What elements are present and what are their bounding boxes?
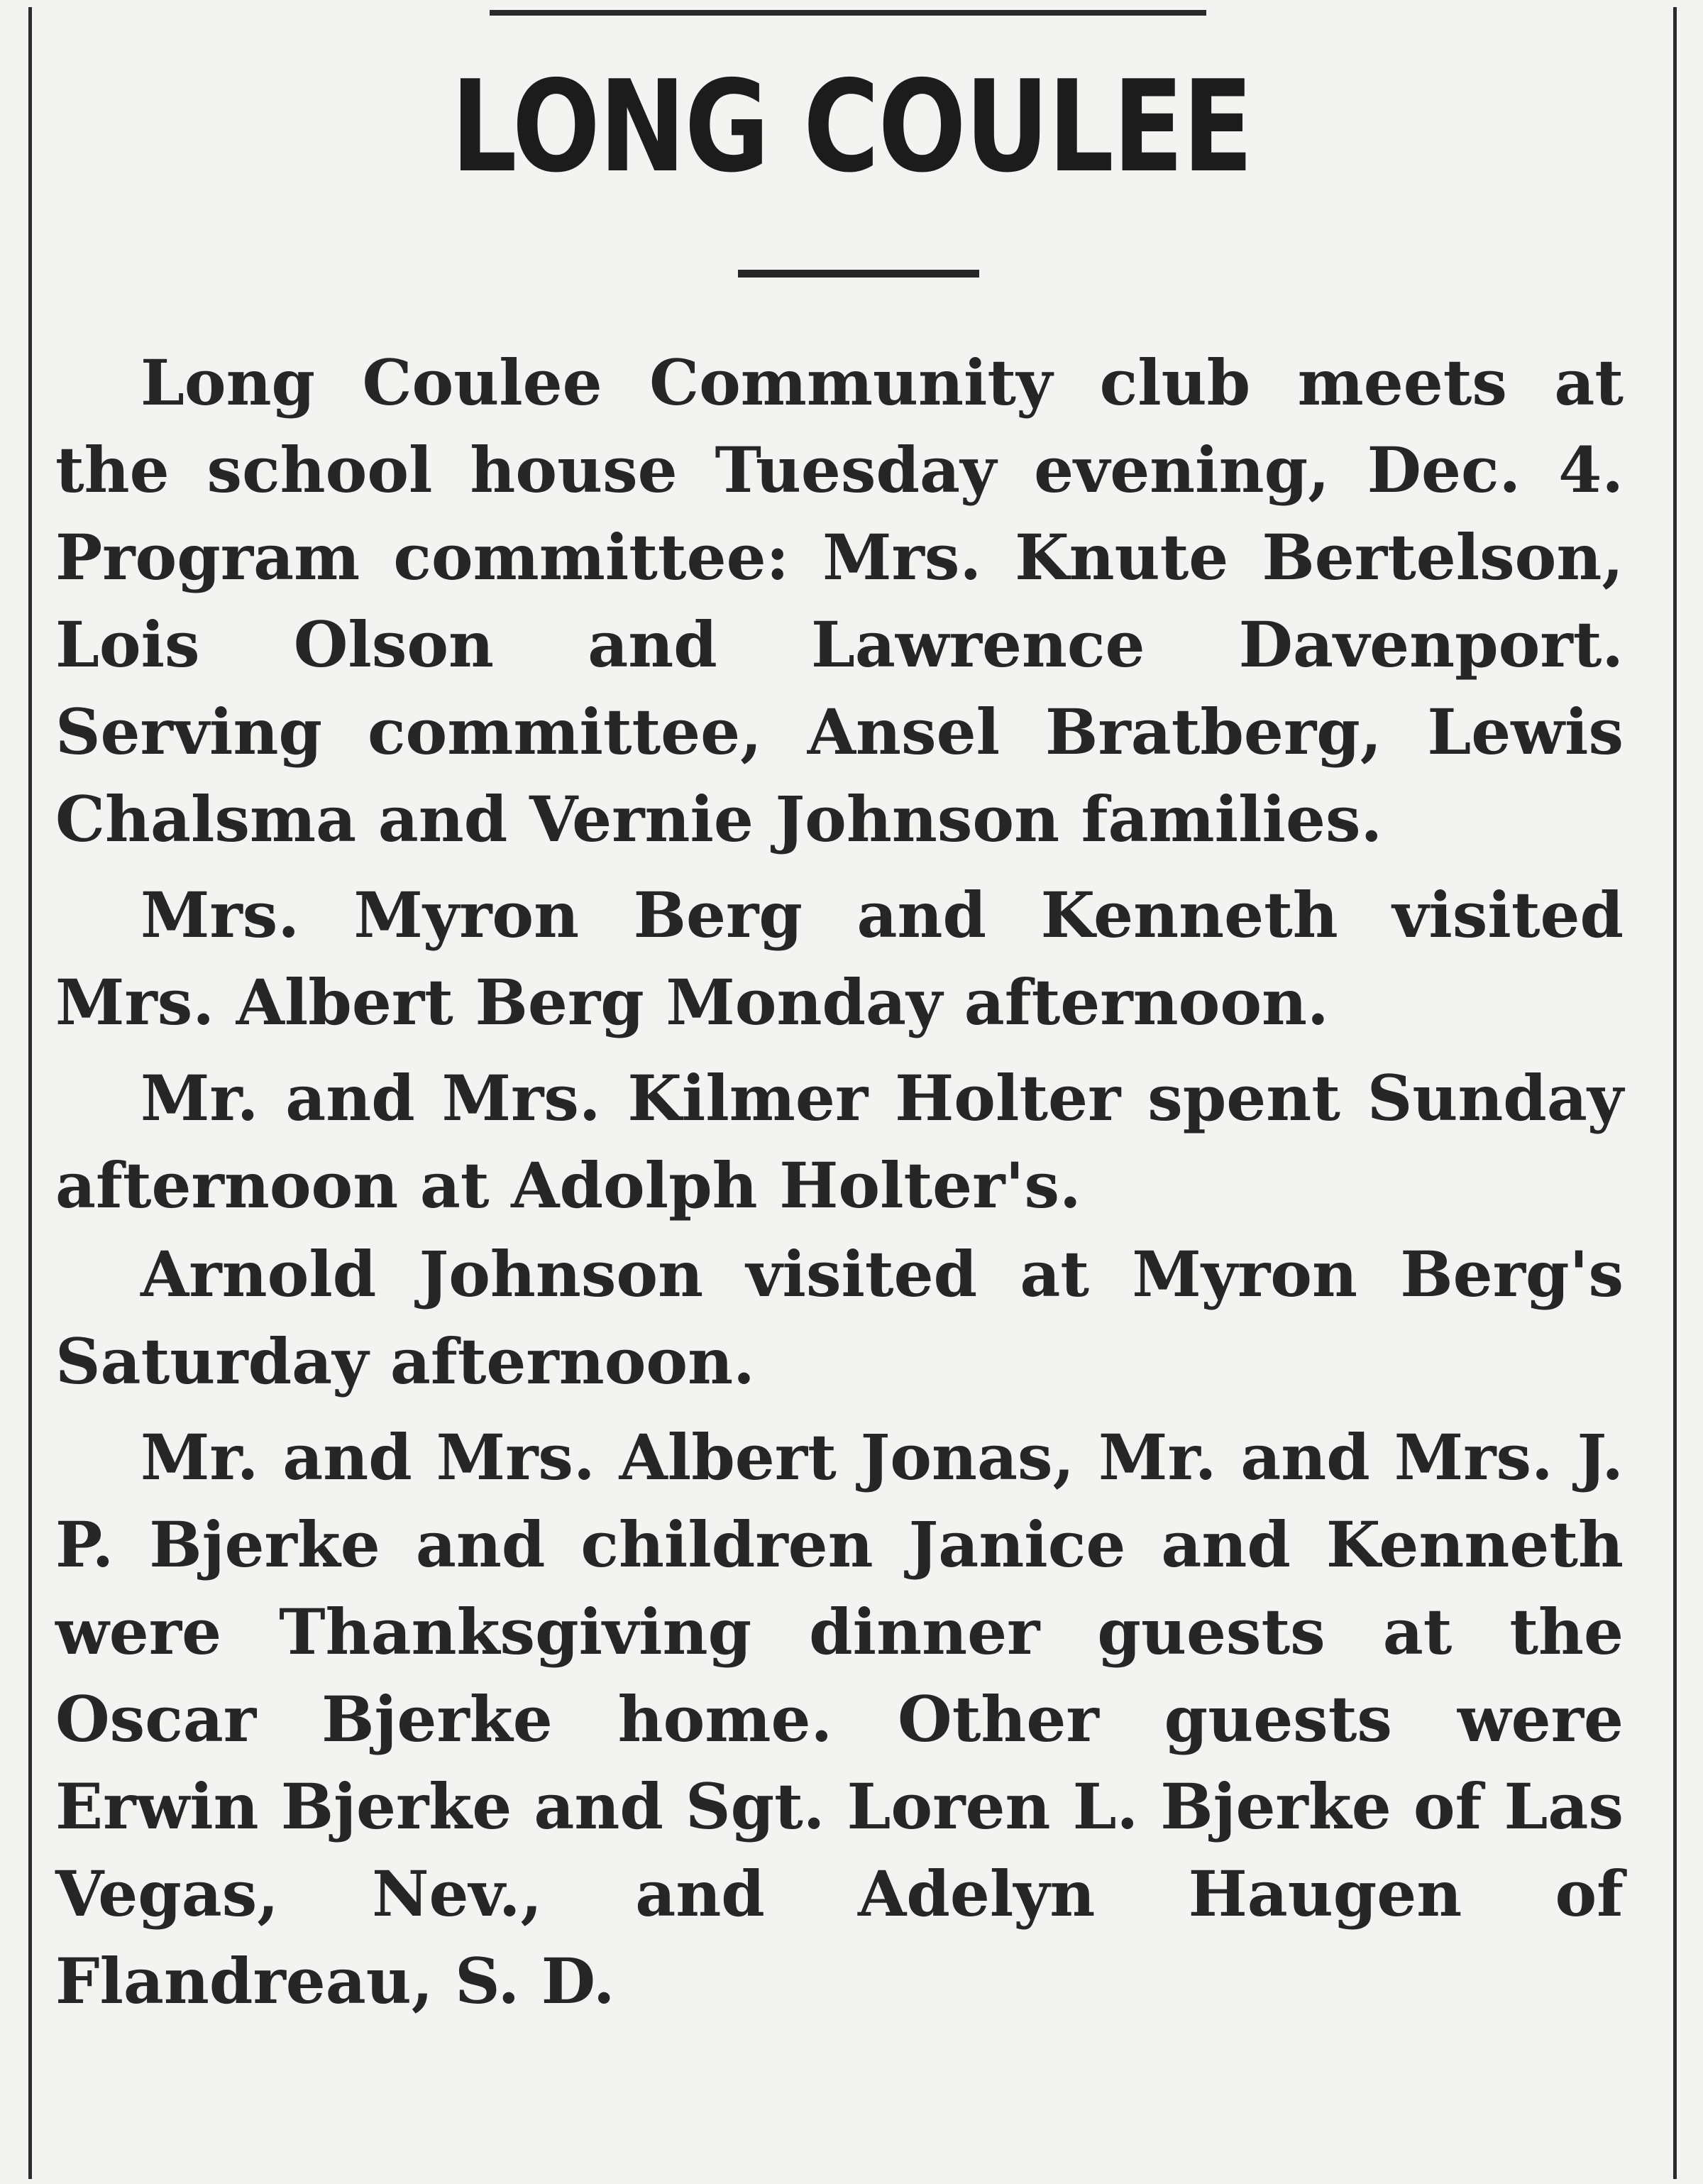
headline: LONG COULEE: [451, 53, 1252, 200]
article-paragraph: Mr. and Mrs. Kilmer Holter spent Sunday afternoon at Adolph Holter's.: [55, 1061, 1624, 1222]
left-column-rule: [28, 7, 32, 2179]
article-paragraph: Long Coulee Community club meets at the school house Tuesday evening, Dec. 4. Program committee: Mrs. Knute Bertelson, Lois Olson and Lawrence Davenport. Serving committee, Ansel Bratberg, Lewis Chalsma and Vernie Johnson families.: [55, 346, 1624, 856]
right-column-rule: [1673, 7, 1677, 2179]
article-paragraph: Arnold Johnson visited at Myron Berg's Saturday afternoon.: [55, 1237, 1624, 1398]
top-rule: [490, 10, 1206, 16]
headline-divider: [738, 270, 979, 278]
article-body: [55, 339, 1624, 2034]
article-paragraph: Mrs. Myron Berg and Kenneth visited Mrs. Albert Berg Monday afternoon.: [55, 878, 1624, 1039]
article-paragraph: Mr. and Mrs. Albert Jonas, Mr. and Mrs. J. P. Bjerke and children Janice and Kenneth were Thanksgiving dinner guests at the Oscar Bjerke home. Other guests were Erwin Bjerke and Sgt. Loren L. Bjerke of Las Vegas, Nev., and Adelyn Haugen of Flandreau, S. D.: [55, 1420, 1624, 2018]
